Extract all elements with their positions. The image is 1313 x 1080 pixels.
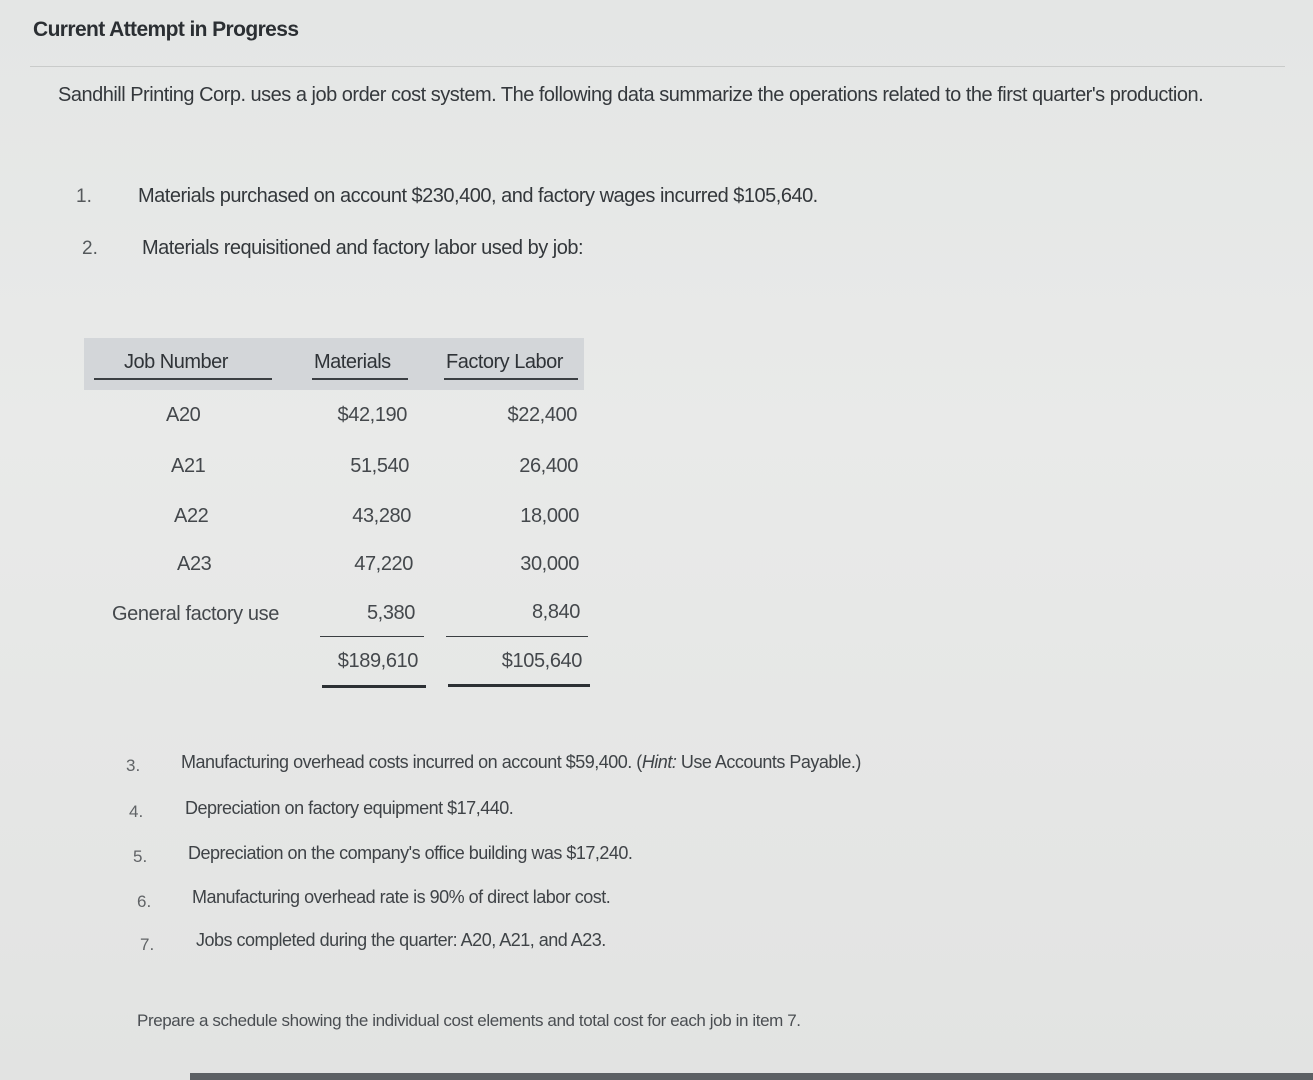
list-number-6: 6. <box>137 892 152 911</box>
column-header-materials: Materials <box>314 351 391 373</box>
table-row-labor: 26,400 <box>519 455 578 477</box>
bottom-toolbar-edge <box>190 1073 1313 1080</box>
subtotal-rule-labor <box>446 636 588 637</box>
table-row-job: A23 <box>177 553 212 575</box>
list-item-2: Materials requisitioned and factory labor used by job: <box>142 237 584 259</box>
list-item-3: Manufacturing overhead costs incurred on account $59,400. (Hint: Use Accounts Payable.) <box>181 752 861 772</box>
header-underline-materials <box>312 378 408 380</box>
list-item-6: Manufacturing overhead rate is 90% of direct labor cost. <box>192 887 611 907</box>
list-item-1: Materials purchased on account $230,400, and factory wages incurred $105,640. <box>138 185 818 207</box>
table-row-labor: 30,000 <box>520 553 579 575</box>
table-row-labor: 8,840 <box>531 601 580 623</box>
list-number-4: 4. <box>129 802 144 821</box>
table-row-job: General factory use <box>112 603 279 625</box>
header-underline-job <box>94 378 272 380</box>
table-row-job: A20 <box>166 404 201 426</box>
total-double-rule-materials <box>322 685 426 688</box>
list-item-7: Jobs completed during the quarter: A20, A21, and A23. <box>196 930 606 950</box>
hint-label: Hint: <box>641 752 677 772</box>
list-number-7: 7. <box>140 935 155 954</box>
table-row-labor: $22,400 <box>507 404 577 426</box>
table-row-job: A21 <box>171 455 206 477</box>
column-header-job-number: Job Number <box>124 351 228 373</box>
list-item-5: Depreciation on the company's office building was $17,240. <box>188 843 633 863</box>
instruction-text: Prepare a schedule showing the individual cost elements and total cost for each job in item 7. <box>137 1011 801 1030</box>
table-row-materials: 5,380 <box>366 602 415 624</box>
header-divider <box>30 66 1285 67</box>
problem-intro: Sandhill Printing Corp. uses a job order cost system. The following data summarize the operations related to the first quarter's production. <box>58 84 1204 106</box>
table-row-job: A22 <box>174 505 209 527</box>
header-underline-labor <box>444 378 578 380</box>
list-number-2: 2. <box>82 238 98 259</box>
total-factory-labor: $105,640 <box>501 650 582 672</box>
column-header-factory-labor: Factory Labor <box>446 351 563 373</box>
list-number-3: 3. <box>126 756 141 775</box>
list-number-1: 1. <box>76 186 92 207</box>
subtotal-rule-materials <box>320 636 424 637</box>
table-row-materials: 47,220 <box>354 553 413 575</box>
table-row-materials: $42,190 <box>337 404 407 426</box>
table-row-materials: 43,280 <box>352 505 411 527</box>
table-row-labor: 18,000 <box>520 505 579 527</box>
list-number-5: 5. <box>133 847 148 866</box>
total-materials: $189,610 <box>337 650 418 672</box>
total-double-rule-labor <box>448 684 590 687</box>
list-item-4: Depreciation on factory equipment $17,440. <box>185 798 514 818</box>
page-title: Current Attempt in Progress <box>33 18 299 41</box>
table-row-materials: 51,540 <box>350 455 409 477</box>
